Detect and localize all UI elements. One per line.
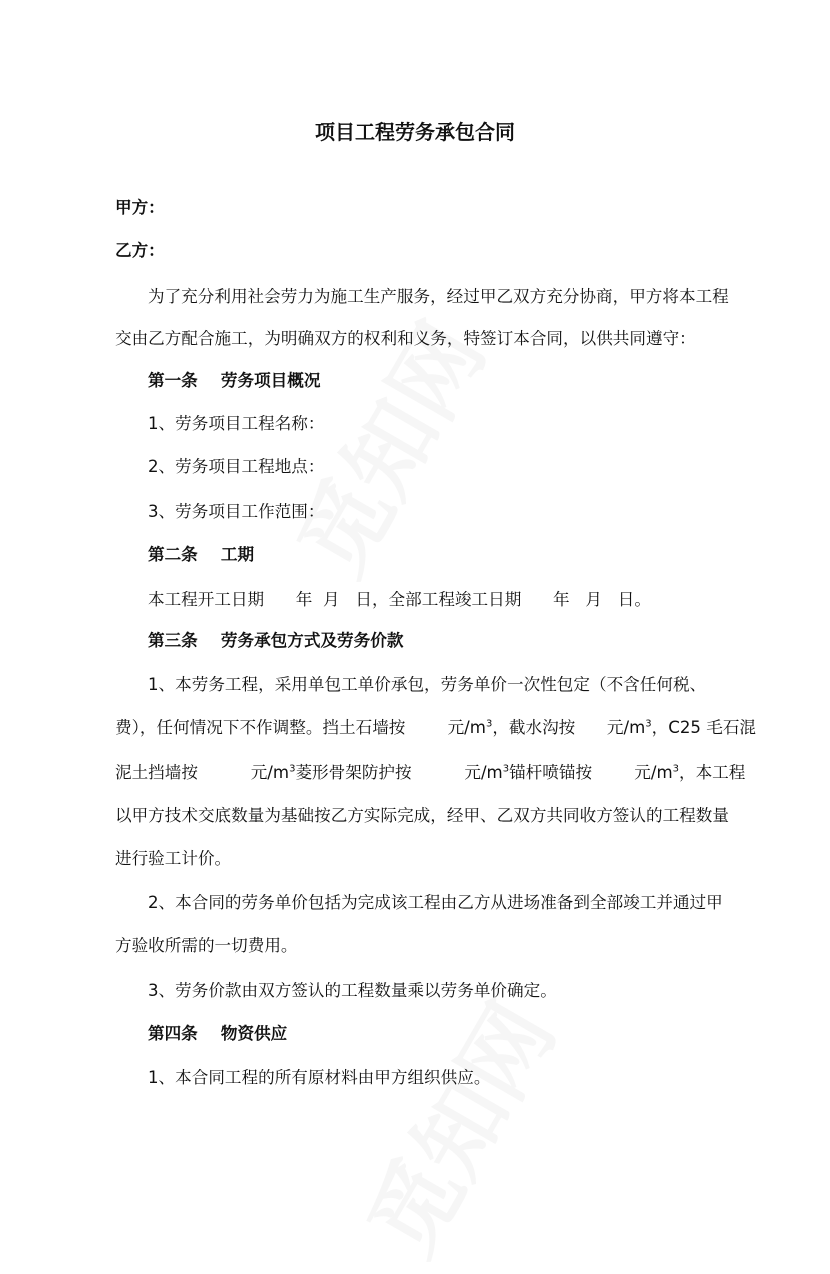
article-3-heading: 第三条 劳务承包方式及劳务价款 <box>148 631 404 650</box>
document-title: 项目工程劳务承包合同 <box>315 120 515 144</box>
article-3-p3: 3、劳务价款由双方签认的工程数量乘以劳务单价确定。 <box>148 981 557 1000</box>
article-3-p1-line: 费），任何情况下不作调整。挡土石墙按 元$/m^3$，截水沟按 元$/m^3$，C25 毛石混 <box>115 718 757 737</box>
party-b-label: 乙方： <box>115 241 165 260</box>
article-1-item: 3、劳务项目工作范围： <box>148 502 325 521</box>
article-3-p2-line: 2、本合同的劳务单价包括为完成该工程由乙方从进场准备到全部竣工并通过甲 <box>148 893 723 912</box>
article-4-heading: 第四条 物资供应 <box>148 1024 288 1043</box>
watermark <box>331 976 579 1274</box>
intro-line: 交由乙方配合施工，为明确双方的权利和义务，特签订本合同，以供共同遵守： <box>115 329 696 348</box>
article-3-p1-line: 泥土挡墙按 元$/m^3$菱形骨架防护按 元$/m^3$锚杆喷锚按 元$/m^3$，本工程 <box>115 763 746 782</box>
article-3-p2-line: 方验收所需的一切费用。 <box>115 936 298 955</box>
article-3-p1-line: 进行验工计价。 <box>115 849 232 868</box>
article-1-heading: 第一条 劳务项目概况 <box>148 371 321 390</box>
article-3-p1-line: 以甲方技术交底数量为基础按乙方实际完成，经甲、乙双方共同收方签认的工程数量 <box>115 806 729 825</box>
article-1-item: 2、劳务项目工程地点： <box>148 457 325 476</box>
intro-line: 为了充分利用社会劳力为施工生产服务，经过甲乙双方充分协商，甲方将本工程 <box>148 287 729 306</box>
article-2-heading: 第二条 工期 <box>148 545 255 564</box>
article-2-text: 本工程开工日期 年 月 日，全部工程竣工日期 年 月 日。 <box>148 590 651 609</box>
article-1-item: 1、劳务项目工程名称： <box>148 414 325 433</box>
article-4-item: 1、本合同工程的所有原材料由甲方组织供应。 <box>148 1068 491 1087</box>
party-a-label: 甲方： <box>115 198 165 217</box>
article-3-p1-line: 1、本劳务工程，采用单包工单价承包，劳务单价一次性包定（不含任何税、 <box>148 675 707 694</box>
